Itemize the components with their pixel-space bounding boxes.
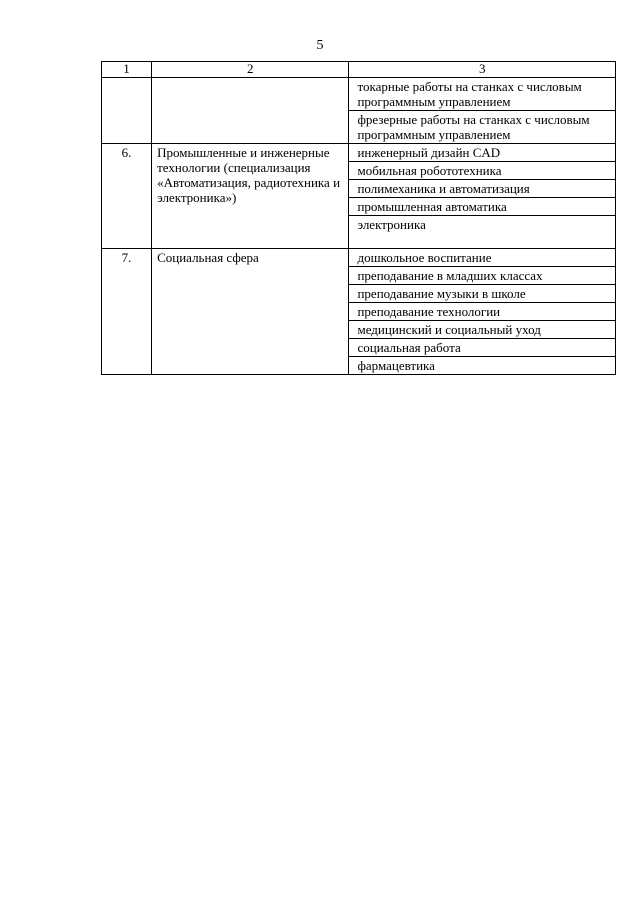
specialization-item: фрезерные работы на станках с числовым программным управлением bbox=[357, 112, 590, 142]
specialization-item: инженерный дизайн CAD bbox=[349, 144, 615, 162]
category-cell bbox=[152, 78, 349, 144]
specializations-table bbox=[101, 61, 616, 375]
table-row bbox=[102, 78, 616, 144]
specialization-item: мобильная робототехника bbox=[349, 162, 615, 180]
specialization-item: социальная работа bbox=[349, 339, 615, 357]
specializations-cell bbox=[349, 78, 616, 144]
specialization-item: преподавание музыки в школе bbox=[349, 285, 615, 303]
header-cell-1: 1 bbox=[102, 62, 152, 78]
specialization-item: промышленная автоматика bbox=[349, 198, 615, 216]
specialization-item: преподавание технологии bbox=[349, 303, 615, 321]
header-cell-2: 2 bbox=[152, 62, 349, 78]
table-header-row bbox=[102, 62, 616, 78]
specialization-item: электроника bbox=[357, 217, 426, 232]
specializations-cell bbox=[349, 144, 616, 249]
page-number: 5 bbox=[316, 38, 324, 53]
row-number: 7. bbox=[102, 249, 152, 375]
specialization-item: токарные работы на станках с числовым программным управлением bbox=[349, 78, 615, 111]
header-cell-3: 3 bbox=[349, 62, 616, 78]
specialization-item: преподавание в младших классах bbox=[349, 267, 615, 285]
table-row bbox=[102, 249, 616, 375]
specialization-item: фармацевтика bbox=[357, 358, 435, 373]
specializations-cell bbox=[349, 249, 616, 375]
specialization-item: медицинский и социальный уход bbox=[349, 321, 615, 339]
category-cell: Промышленные и инженерные технологии (специализация «Автоматизация, радиотехника и электроника») bbox=[152, 144, 349, 249]
table-row bbox=[102, 144, 616, 249]
specialization-item: дошкольное воспитание bbox=[349, 249, 615, 267]
category-cell: Социальная сфера bbox=[152, 249, 349, 375]
row-number bbox=[102, 78, 152, 144]
row-number: 6. bbox=[102, 144, 152, 249]
specialization-item: полимеханика и автоматизация bbox=[349, 180, 615, 198]
